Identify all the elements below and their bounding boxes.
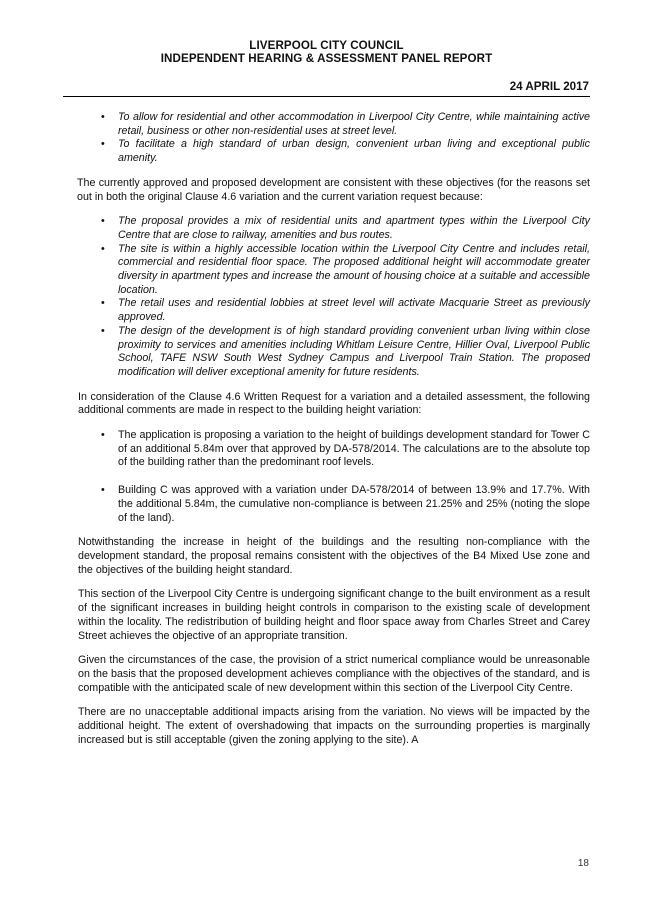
comments-list	[78, 429, 590, 525]
council-name: LIVERPOOL CITY COUNCIL	[249, 39, 404, 52]
list-item: • To allow for residential and other accommodation in Liverpool City Centre, while maintaining active retail, business or other non-residential uses at street level.	[78, 111, 590, 138]
paragraph: Given the circumstances of the case, the provision of a strict numerical compliance would be unreasonable on the basis that the proposed development achieves compliance with the objectives of the standard, and is compatible with the anticipated scale of new development within this section of the Liverpool City Centre.	[78, 654, 590, 694]
report-date: 24 APRIL 2017	[509, 80, 589, 93]
list-item: • The design of the development is of high standard providing convenient urban living within close proximity to services and amenities including Whitlam Leisure Centre, Hillier Oval, Liverpool Public School, TAFE NSW South West Sydney Campus and Liverpool Train Station. The proposed modification will deliver exceptional amenity for future residents.	[78, 325, 590, 380]
report-title: INDEPENDENT HEARING & ASSESSMENT PANEL REPORT	[160, 52, 493, 65]
list-item: • Building C was approved with a variation under DA-578/2014 of between 13.9% and 17.7%. With the additional 5.84m, the cumulative non-compliance is between 21.25% and 25% (noting the slope of the land).	[78, 484, 590, 525]
paragraph: This section of the Liverpool City Centre is undergoing significant change to the built environment as a result of the significant increases in building height controls in comparison to the existing scale of development within the locality. The redistribution of building height and floor space away from Charles Street and Carey Street achieves the objective of an appropriate transition.	[78, 588, 590, 642]
reasons-list	[78, 215, 590, 379]
report-body	[78, 111, 590, 747]
list-item: • The application is proposing a variation to the height of buildings development standard for Tower C of an additional 5.84m over that approved by DA-578/2014. The calculations are to the absolute top of the building rather than the predominant roof levels.	[78, 429, 590, 470]
list-item: • The retail uses and residential lobbies at street level will activate Macquarie Street as previously approved.	[78, 297, 590, 324]
report-header	[0, 39, 653, 65]
list-item: • The proposal provides a mix of residential units and apartment types within the Liverpool City Centre that are close to railway, amenities and bus routes.	[78, 215, 590, 242]
header-divider	[63, 96, 590, 97]
paragraph: In consideration of the Clause 4.6 Written Request for a variation and a detailed assessment, the following additional comments are made in respect to the building height variation:	[78, 390, 590, 417]
list-item: • The site is within a highly accessible location within the Liverpool City Centre and includes retail, commercial and residential floor space. The proposed additional height will accommodate greater diversity in apartment types and increase the amount of housing choice at a suitable and accessible location.	[78, 243, 590, 298]
list-item: • To facilitate a high standard of urban design, convenient urban living and exceptional public amenity.	[78, 138, 590, 165]
paragraph: There are no unacceptable additional impacts arising from the variation. No views will be impacted by the additional height. The extent of overshadowing that impacts on the surrounding properties is marginally increased but is still acceptable (given the zoning applying to the site). A	[78, 706, 590, 746]
paragraph: Notwithstanding the increase in height of the buildings and the resulting non-compliance with the development standard, the proposal remains consistent with the objectives of the B4 Mixed Use zone and the objectives of the building height standard.	[78, 536, 590, 576]
page-number: 18	[577, 858, 589, 869]
objectives-list	[78, 111, 590, 166]
paragraph: The currently approved and proposed development are consistent with these objectives (for the reasons set out in both the original Clause 4.6 variation and the current variation request because:	[77, 176, 590, 203]
